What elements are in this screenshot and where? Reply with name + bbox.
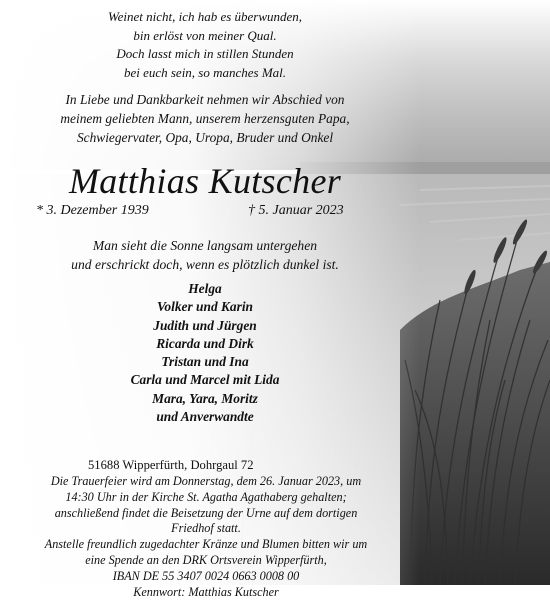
intro-line: Schwiegervater, Opa, Uropa, Bruder und Onkel <box>76 130 334 145</box>
family-member: Mara, Yara, Moritz <box>152 390 258 406</box>
birth-date: * 3. Dezember 1939 <box>36 203 149 218</box>
poem-line: bei euch sein, so manches Mal. <box>123 64 287 80</box>
family-list <box>14 280 396 426</box>
service-line: Kennwort: Matthias Kutscher <box>133 584 279 599</box>
family-member: und Anverwandte <box>156 409 254 425</box>
family-member: Ricarda und Dirk <box>156 335 254 351</box>
service-line: anschließend findet die Beisetzung der Urne auf dem dortigen <box>54 505 358 520</box>
poem <box>14 8 396 82</box>
family-member: Tristan und Ina <box>161 354 249 370</box>
service-line: eine Spende an den DRK Ortsverein Wipperfürth, <box>85 552 327 567</box>
quote-line: und erschrickt doch, wenn es plötzlich dunkel ist. <box>71 257 339 272</box>
intro-line: In Liebe und Dankbarkeit nehmen wir Abschied von <box>65 92 345 107</box>
intro-line: meinem geliebten Mann, unserem herzensguten Papa, <box>60 111 350 126</box>
family-member: Helga <box>188 281 222 296</box>
address: 51688 Wipperfürth, Dohrgaul 72 <box>88 458 254 472</box>
service-line: Die Trauerfeier wird am Donnerstag, dem 26. Januar 2023, um <box>50 474 362 488</box>
service-line: Anstelle freundlich zugedachter Kränze und Blumen bitten wir um <box>44 537 368 552</box>
poem-line: bin erlöst von meiner Qual. <box>133 27 277 43</box>
deceased-name: Matthias Kutscher <box>68 161 342 201</box>
death-date: † 5. Januar 2023 <box>248 203 344 218</box>
family-member: Judith und Jürgen <box>153 317 257 333</box>
service-line: 14:30 Uhr in der Kirche St. Agatha Agathaberg gehalten; <box>65 489 347 504</box>
farewell-intro <box>14 90 396 147</box>
poem-line: Weinet nicht, ich hab es überwunden, <box>107 9 303 24</box>
service-line: IBAN DE 55 3407 0024 0663 0008 00 <box>112 568 300 583</box>
quote-line: Man sieht die Sonne langsam untergehen <box>92 238 318 253</box>
quote <box>14 236 396 274</box>
poem-line: Doch lasst mich in stillen Stunden <box>116 46 294 61</box>
family-member: Carla und Marcel mit Lida <box>130 372 280 388</box>
service-info <box>10 474 402 600</box>
service-line: Friedhof statt. <box>171 521 241 536</box>
family-member: Volker und Karin <box>156 299 253 315</box>
